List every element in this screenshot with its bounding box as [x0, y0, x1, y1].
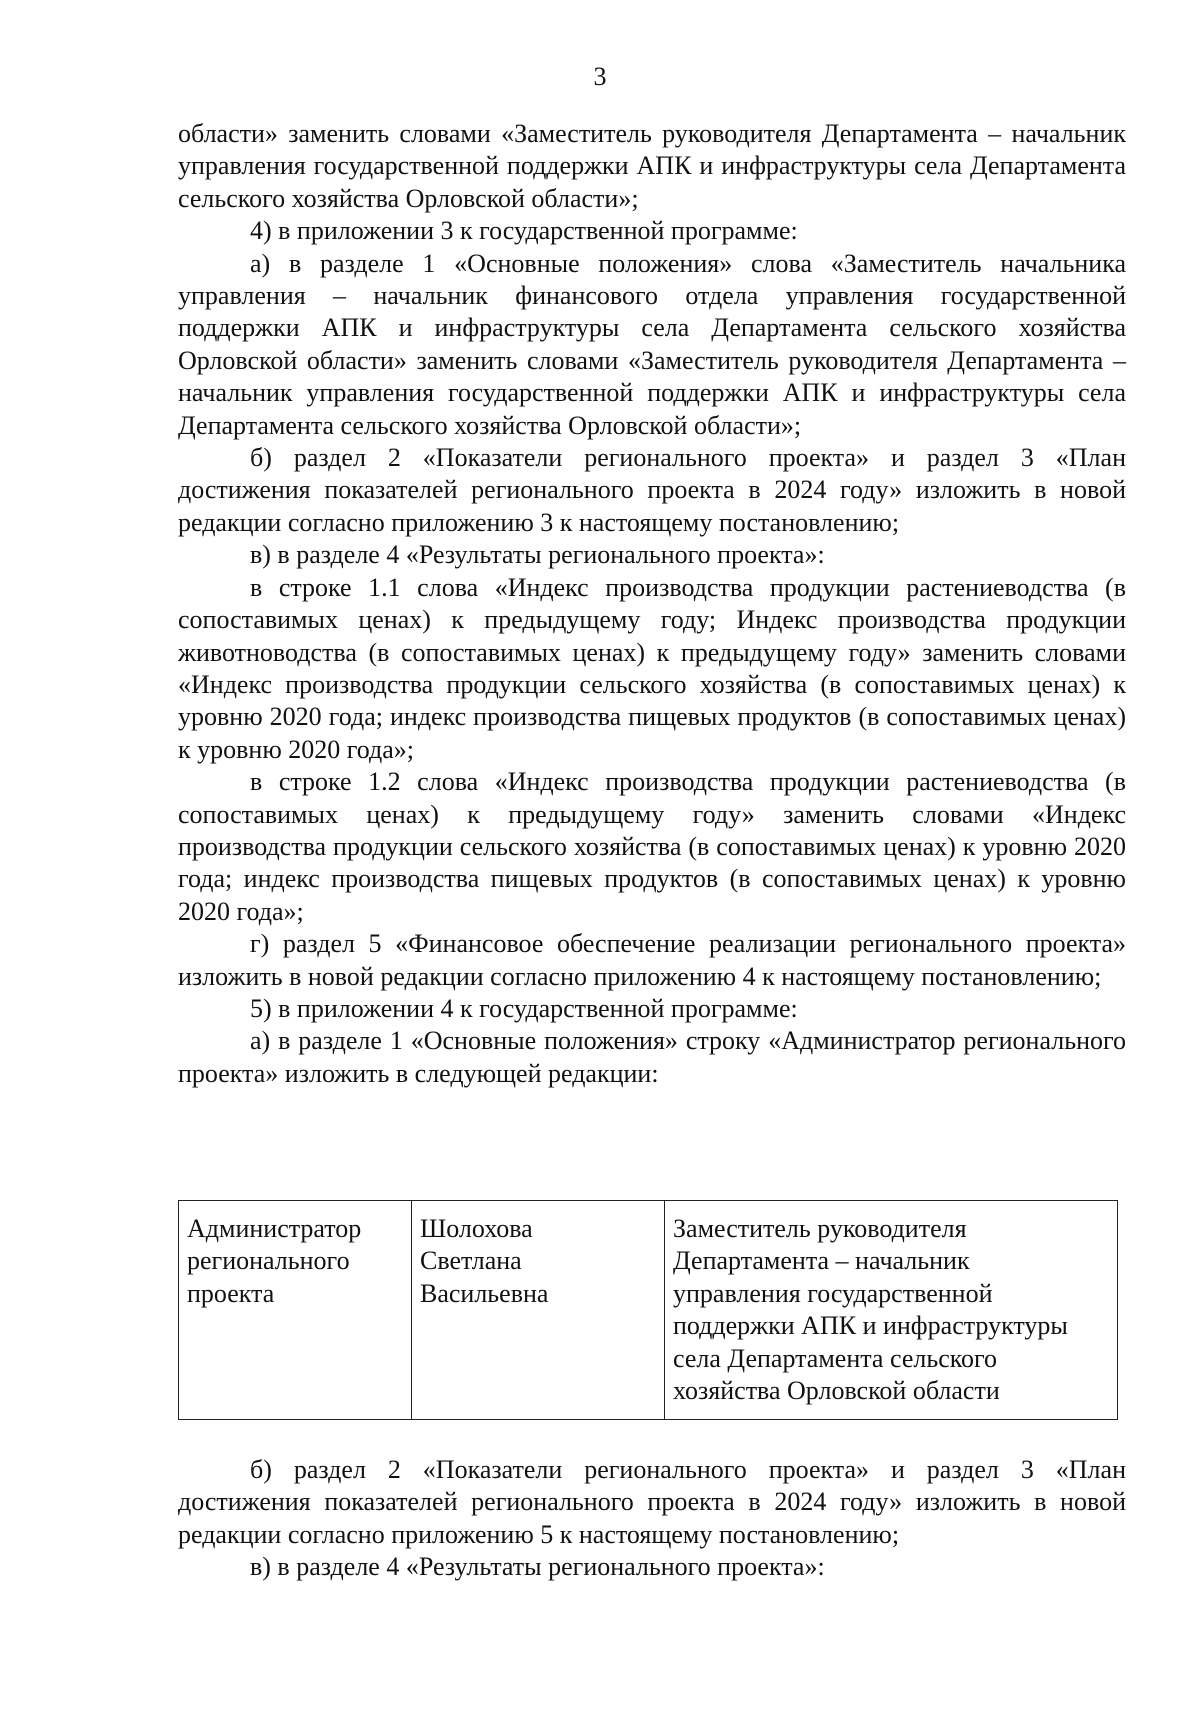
paragraph-item-4b: б) раздел 2 «Показатели регионального проекта» и раздел 3 «План достижения показателей регионального проекта в 2024 году» изложить в новой редакции согласно приложению 3 к настоящему постановлению; [178, 443, 1126, 537]
document-body-after-table [178, 1454, 1126, 1584]
paragraph-row-1-1: в строке 1.1 слова «Индекс производства продукции растениеводства (в сопоставимых ценах) к предыдущему году; Индекс производства продукции животноводства (в сопоставимых ценах) к предыдущему году» заменить словами «Индекс производства продукции сельского хозяйства (в сопоставимых ценах) к уровню 2020 года; индекс производства пищевых продуктов (в сопоставимых ценах) к уровню 2020 года»; [178, 572, 1126, 764]
paragraph-continuation: области» заменить словами «Заместитель руководителя Департамента – начальник управления государственной поддержки АПК и инфраструктуры села Департамента сельского хозяйства Орловской области»; [178, 119, 1126, 213]
table-cell-person [412, 1201, 665, 1420]
paragraph-item-4a: а) в разделе 1 «Основные положения» слова «Заместитель начальника управления – начальник финансового отдела управления государственной поддержки АПК и инфраструктуры села Департамента сельского хозяйства Орловской области» заменить словами «Заместитель руководителя Департамента – начальник управления государственной поддержки АПК и инфраструктуры села Департамента сельского хозяйства Орловской области»; [178, 248, 1126, 440]
paragraph-item-4v: в) в разделе 4 «Результаты регионального проекта»: [250, 540, 825, 570]
paragraph-item-5a: а) в разделе 1 «Основные положения» строку «Администратор регионального проекта» изложить в следующей редакции: [178, 1026, 1126, 1088]
paragraph-item-5b: б) раздел 2 «Показатели регионального проекта» и раздел 3 «План достижения показателей регионального проекта в 2024 году» изложить в новой редакции согласно приложению 5 к настоящему постановлению; [178, 1455, 1126, 1549]
page-number: 3 [593, 62, 607, 91]
document-body [178, 118, 1126, 1090]
paragraph-row-1-2: в строке 1.2 слова «Индекс производства продукции растениеводства (в сопоставимых ценах) к предыдущему году» заменить словами «Индекс производства продукции сельского хозяйства (в сопоставимых ценах) к уровню 2020 года; индекс производства пищевых продуктов (в сопоставимых ценах) к уровню 2020 года»; [178, 767, 1126, 926]
paragraph-item-4: 4) в приложении 3 к государственной программе: [250, 216, 798, 246]
table-cell-role [179, 1201, 412, 1420]
paragraph-item-5: 5) в приложении 4 к государственной программе: [250, 993, 798, 1023]
table-cell-position [665, 1201, 1118, 1420]
paragraph-item-5v: в) в разделе 4 «Результаты регионального проекта»: [250, 1552, 825, 1582]
administrator-table [178, 1200, 1118, 1420]
paragraph-item-4g: г) раздел 5 «Финансовое обеспечение реализации регионального проекта» изложить в новой редакции согласно приложению 4 к настоящему постановлению; [178, 929, 1126, 991]
person-text: Шолохова Светлана Васильевна [420, 1214, 549, 1308]
table-row [179, 1201, 1118, 1420]
position-text: Заместитель руководителя Департамента – начальник управления государственной поддержки АПК и инфраструктуры села Департамента сельского хозяйства Орловской области [673, 1214, 1068, 1406]
role-text: Администратор регионального проекта [187, 1214, 362, 1308]
